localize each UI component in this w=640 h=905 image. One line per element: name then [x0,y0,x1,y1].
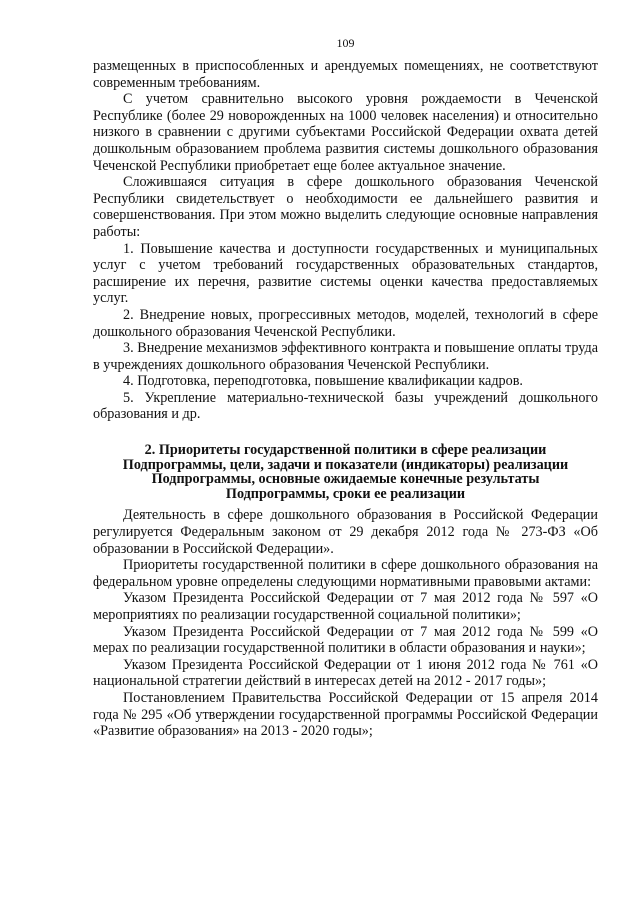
legal-act-597: Указом Президента Российской Федерации от 7 мая 2012 года № 597 «О мероприятиях по реализации государственной социальной политики»; [93,590,598,623]
section-heading-line: Подпрограммы, цели, задачи и показатели (индикаторы) реализации [122,456,569,473]
legal-act-599: Указом Президента Российской Федерации от 7 мая 2012 года № 599 «О мерах по реализации государственной политики в области образования и науки»; [93,623,598,657]
direction-item-4: 4. Подготовка, переподготовка, повышение квалификации кадров. [123,373,523,390]
page-number: 109 [336,36,355,50]
paragraph-federal-law: Деятельность в сфере дошкольного образования в Российской Федерации регулируется Федеральным законом от 29 декабря 2012 года № 273-ФЗ «Об образовании в Российской Федерации». [93,507,598,557]
paragraph-continuation: размещенных в приспособленных и арендуемых помещениях, не соответствуют современным требованиям. [93,58,598,91]
direction-item-1: 1. Повышение качества и доступности государственных и муниципальных услуг с учетом требований государственных образовательных стандартов, расширение их перечня, развитие системы оценки качества предоставляемых услуг. [93,240,598,307]
legal-act-761: Указом Президента Российской Федерации от 1 июня 2012 года № 761 «О национальной стратегии действий в интересах детей на 2012 - 2017 годы»; [93,656,598,690]
direction-item-2: 2. Внедрение новых, прогрессивных методов, моделей, технологий в сфере дошкольного образования Чеченской Республики. [93,306,598,340]
section-heading [93,443,598,501]
section-heading-line: 2. Приоритеты государственной политики в сфере реализации [144,442,547,459]
paragraph-priorities: Приоритеты государственной политики в сфере дошкольного образования на федеральном уровне определены следующими нормативными правовыми актами: [93,557,598,590]
direction-item-3: 3. Внедрение механизмов эффективного контракта и повышение оплаты труда в учреждениях дошкольного образования Чеченской Республики. [93,340,598,373]
paragraph-current-situation: Сложившаяся ситуация в сфере дошкольного образования Чеченской Республики свидетельствует о необходимости ее дальнейшего развития и совершенствования. При этом можно выделить следующие основные направления работы: [93,174,598,240]
direction-item-5: 5. Укрепление материально-технической базы учреждений дошкольного образования и др. [93,389,598,423]
paragraph-birth-rate: С учетом сравнительно высокого уровня рождаемости в Чеченской Республике (более 29 новорожденных на 1000 человек населения) и относительно низкого в сравнении с другими субъектами Российской Федерации охвата детей дошкольным образованием проблема развития системы дошкольного образования Чеченской Республики приобретает еще более актуальное значение. [93,91,598,174]
section-heading-line: Подпрограммы, основные ожидаемые конечные результаты [151,471,540,488]
document-page [93,36,598,740]
section-heading-line: Подпрограммы, сроки ее реализации [225,485,466,502]
legal-act-295: Постановлением Правительства Российской Федерации от 15 апреля 2014 года № 295 «Об утверждении государственной программы Российской Федерации «Развитие образования» на 2013 - 2020 годы»; [93,689,598,740]
